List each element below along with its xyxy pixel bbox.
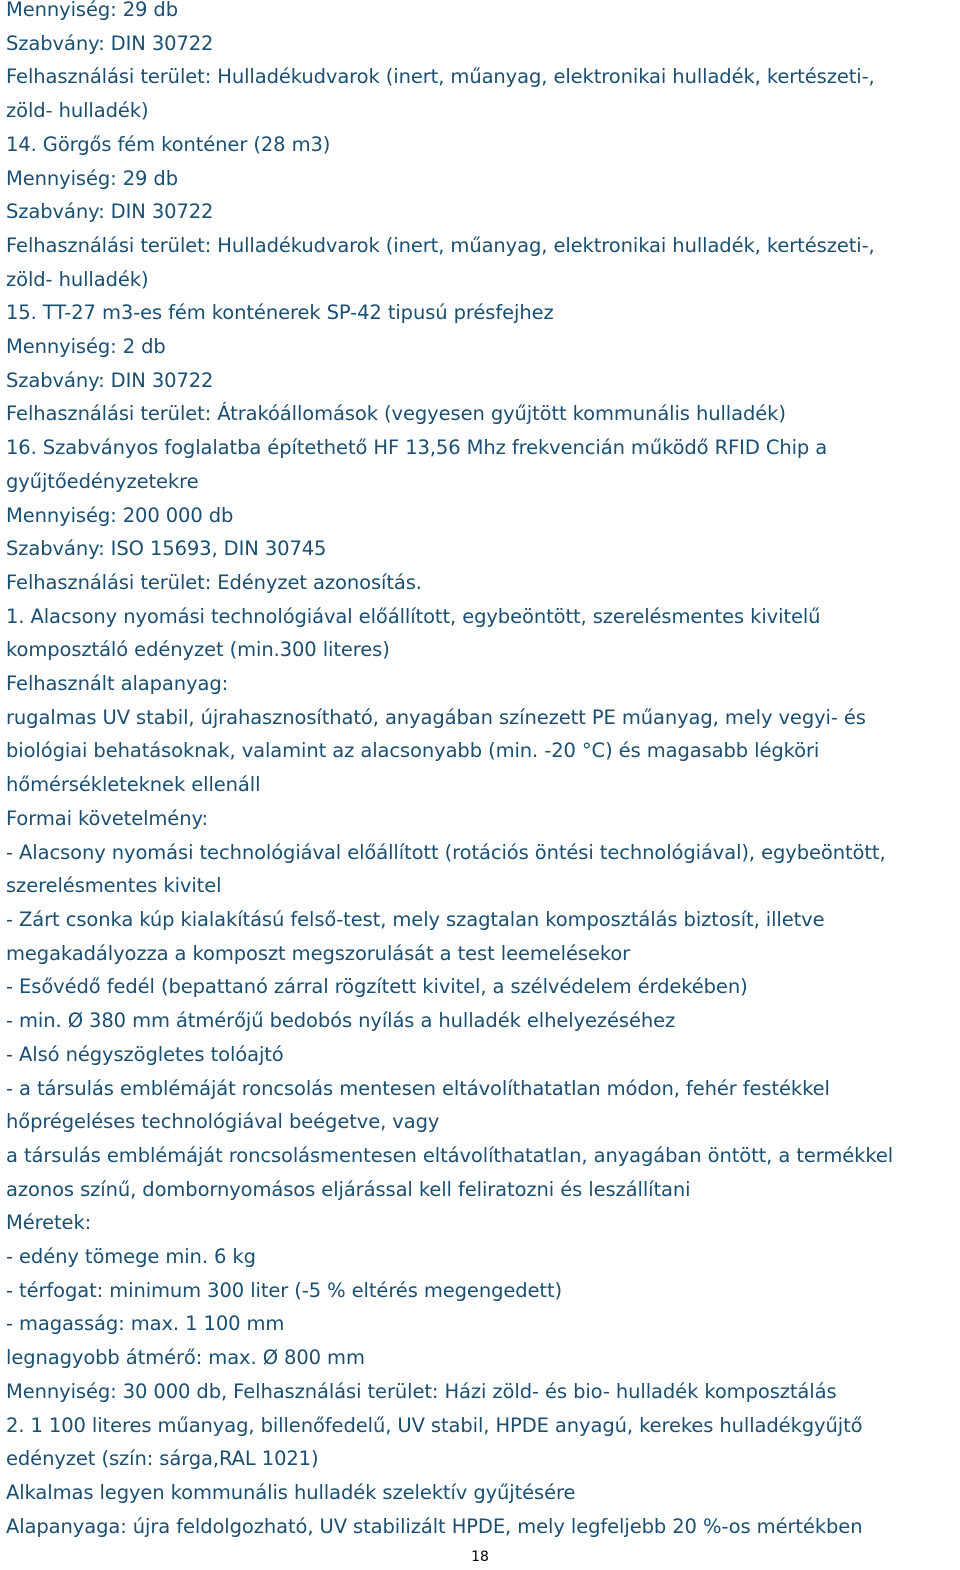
- text-line: - min. Ø 380 mm átmérőjű bedobós nyílás a hulladék elhelyezéséhez: [6, 1009, 676, 1033]
- text-line: edényzet (szín: sárga,RAL 1021): [6, 1447, 319, 1471]
- text-line: rugalmas UV stabil, újrahasznosítható, anyagában színezett PE műanyag, mely vegyi- és: [6, 705, 866, 729]
- page-number: 18: [471, 1549, 489, 1565]
- text-line: komposztáló edényzet (min.300 literes): [6, 638, 390, 662]
- text-line: - Esővédő fedél (bepattanó zárral rögzített kivitel, a szélvédelem érdekében): [6, 975, 748, 999]
- text-line: Mennyiség: 2 db: [6, 335, 166, 359]
- text-line: Szabvány: DIN 30722: [6, 200, 214, 224]
- text-line: 15. TT-27 m3-es fém konténerek SP-42 tipusú présfejhez: [6, 301, 554, 325]
- text-line: - Alsó négyszögletes tolóajtó: [6, 1042, 284, 1066]
- text-line: zöld- hulladék): [6, 267, 149, 291]
- text-line: 16. Szabványos foglalatba építethető HF 13,56 Mhz frekvencián működő RFID Chip a: [6, 436, 828, 460]
- text-line: Felhasználási terület: Hulladékudvarok (inert, műanyag, elektronikai hulladék, kertészeti-,: [6, 233, 875, 257]
- text-line: Mennyiség: 29 db: [6, 0, 178, 21]
- text-line: Formai követelmény:: [6, 806, 208, 830]
- text-line: Felhasználási terület: Hulladékudvarok (inert, műanyag, elektronikai hulladék, kertészeti-,: [6, 65, 875, 89]
- text-line: - magasság: max. 1 100 mm: [6, 1312, 285, 1336]
- text-line: Mennyiség: 29 db: [6, 166, 178, 190]
- text-line: Szabvány: DIN 30722: [6, 368, 214, 392]
- text-line: Szabvány: DIN 30722: [6, 31, 214, 55]
- text-line: Felhasználási terület: Átrakóállomások (vegyesen gyűjtött kommunális hulladék): [6, 402, 786, 426]
- text-line: Alapanyaga: újra feldolgozható, UV stabilizált HPDE, mely legfeljebb 20 %-os mértékben: [6, 1514, 863, 1538]
- text-line: Méretek:: [6, 1211, 92, 1235]
- text-line: szerelésmentes kivitel: [6, 874, 222, 898]
- text-line: - térfogat: minimum 300 liter (-5 % eltérés megengedett): [6, 1278, 563, 1302]
- text-line: 2. 1 100 literes műanyag, billenőfedelű, UV stabil, HPDE anyagú, kerekes hulladékgyűjtő: [6, 1413, 863, 1437]
- text-line: zöld- hulladék): [6, 99, 149, 123]
- text-line: azonos színű, dombornyomásos eljárással kell feliratozni és leszállítani: [6, 1177, 691, 1201]
- text-line: Alkalmas legyen kommunális hulladék szelektív gyűjtésére: [6, 1480, 576, 1504]
- text-line: Felhasználási terület: Edényzet azonosítás.: [6, 570, 422, 594]
- text-line: Mennyiség: 200 000 db: [6, 503, 234, 527]
- text-line: hőprégeléses technológiával beégetve, vagy: [6, 1110, 440, 1134]
- text-line: - Alacsony nyomási technológiával előállított (rotációs öntési technológiával), egybeöntött,: [6, 840, 886, 864]
- text-line: - a társulás emblémáját roncsolás mentesen eltávolíthatatlan módon, fehér festékkel: [6, 1076, 830, 1100]
- text-line: legnagyobb átmérő: max. Ø 800 mm: [6, 1346, 365, 1370]
- text-line: gyűjtőedényzetekre: [6, 469, 199, 493]
- text-line: biológiai behatásoknak, valamint az alacsonyabb (min. -20 °C) és magasabb légköri: [6, 739, 820, 763]
- text-line: Felhasznált alapanyag:: [6, 672, 229, 696]
- text-line: 14. Görgős fém konténer (28 m3): [6, 132, 331, 156]
- text-line: 1. Alacsony nyomási technológiával előállított, egybeöntött, szerelésmentes kivitelű: [6, 604, 821, 628]
- document-body: [6, 0, 956, 1543]
- text-line: hőmérsékleteknek ellenáll: [6, 773, 261, 797]
- text-line: - Zárt csonka kúp kialakítású felső-test, mely szagtalan komposztálás biztosít, illetve: [6, 907, 825, 931]
- text-line: Mennyiség: 30 000 db, Felhasználási terület: Házi zöld- és bio- hulladék komposztálás: [6, 1379, 837, 1403]
- text-line: megakadályozza a komposzt megszorulását a test leemelésekor: [6, 941, 631, 965]
- text-line: a társulás emblémáját roncsolásmentesen eltávolíthatatlan, anyagában öntött, a termékkel: [6, 1143, 894, 1167]
- text-line: - edény tömege min. 6 kg: [6, 1245, 256, 1269]
- text-line: Szabvány: ISO 15693, DIN 30745: [6, 537, 327, 561]
